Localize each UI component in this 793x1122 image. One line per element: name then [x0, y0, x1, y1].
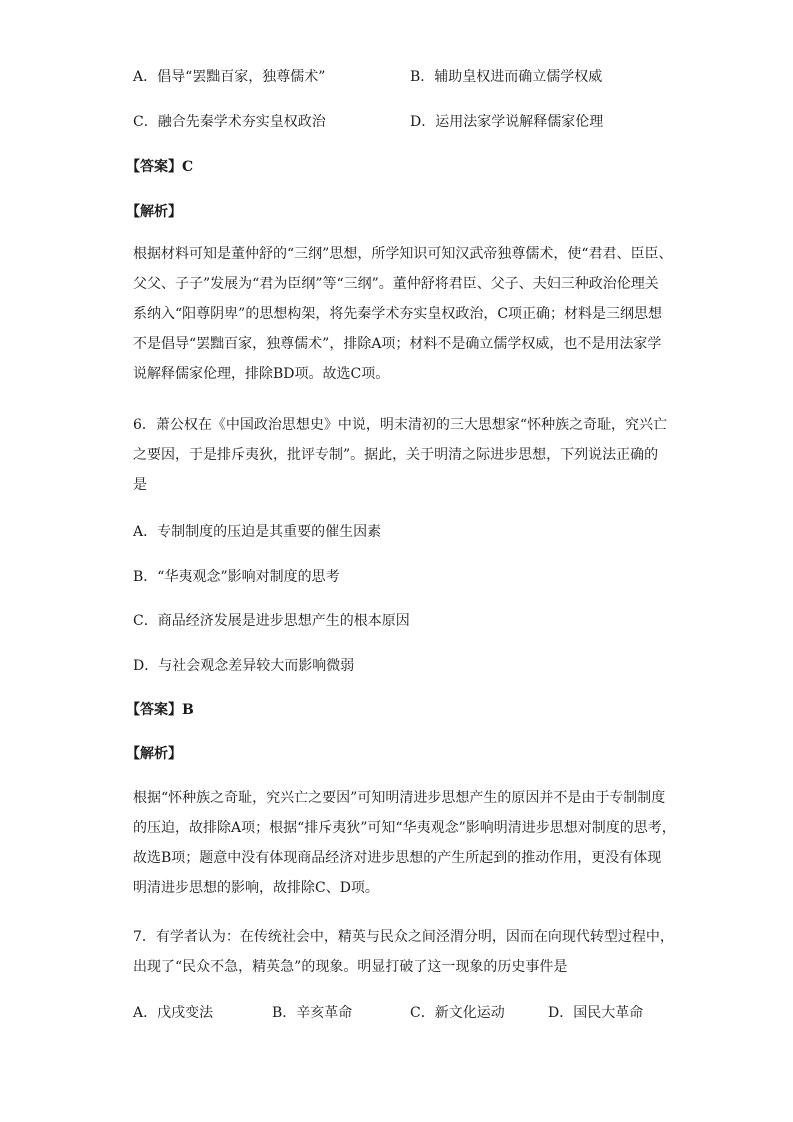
q5-option-d[interactable]: D．运用法家学说解释儒家伦理	[410, 114, 604, 130]
q5-answer: 【答案】C	[126, 159, 194, 175]
q6-analysis-line: 故选B项；题意中没有体现商品经济对进步思想的产生所起到的推动作用，更没有体现	[133, 850, 662, 866]
q6-analysis-title: 【解析】	[126, 746, 182, 762]
q7-stem	[133, 922, 674, 982]
q7-option-b[interactable]: B．辛亥革命	[272, 1005, 353, 1021]
q6-analysis-body	[133, 783, 676, 903]
q6-analysis-line: 根据“怀种族之奇耻，究兴亡之要因”可知明清进步思想产生的原因并不是由于专制制度	[133, 790, 666, 806]
q6-option-d[interactable]: D．与社会观念差异较大而影响微弱	[133, 658, 355, 674]
q7-option-a[interactable]: A．戊戌变法	[133, 1005, 214, 1021]
q5-option-c[interactable]: C．融合先秦学术夯实皇权政治	[133, 114, 326, 130]
q6-option-c[interactable]: C．商品经济发展是进步思想产生的根本原因	[133, 613, 410, 629]
q6-analysis-line: 明清进步思想的影响，故排除C、D项。	[133, 880, 379, 896]
q5-analysis-body	[133, 239, 673, 389]
q5-analysis-line: 说解释儒家伦理，排除BD项。故选C项。	[133, 366, 390, 382]
q5-option-a[interactable]: A．倡导“罢黜百家，独尊儒术”	[133, 69, 326, 85]
q5-analysis-line: 父父、子子”发展为“君为臣纲”等“三纲”。董仲舒将君臣、父子、夫妇三种政治伦理关	[133, 276, 659, 292]
q6-answer: 【答案】B	[126, 702, 194, 718]
q5-option-b[interactable]: B．辅助皇权进而确立儒学权威	[410, 69, 603, 85]
q6-stem-line: 6．萧公权在《中国政治思想史》中说，明末清初的三大思想家“怀种族之奇耻，究兴亡	[133, 417, 668, 433]
q5-analysis-line: 不是倡导“罢黜百家，独尊儒术”，排除A项；材料不是确立儒学权威，也不是用法家学	[133, 336, 662, 352]
q6-analysis-line: 的压迫，故排除A项；根据“排斥夷狄”可知“华夷观念”影响明清进步思想对制度的思考，	[133, 820, 676, 836]
q5-analysis-line: 系纳入“阳尊阴卑”的思想构架，将先秦学术夯实皇权政治，C项正确；材料是三纲思想	[133, 306, 663, 322]
q7-option-d[interactable]: D．国民大革命	[548, 1005, 644, 1021]
q7-stem-line: 出现了“民众不急，精英急”的现象。明显打破了这一现象的历史事件是	[133, 959, 568, 975]
q5-analysis-line: 根据材料可知是董仲舒的“三纲”思想，所学知识可知汉武帝独尊儒术，使“君君、臣臣、	[133, 246, 673, 262]
q6-stem-line: 是	[133, 477, 147, 493]
q6-option-a[interactable]: A．专制制度的压迫是其重要的催生因素	[133, 524, 382, 540]
q6-option-b[interactable]: B．“华夷观念”影响对制度的思考	[133, 569, 340, 585]
q5-analysis-title: 【解析】	[126, 204, 182, 220]
q7-stem-line: 7．有学者认为：在传统社会中，精英与民众之间泾渭分明，因而在向现代转型过程中，	[133, 929, 674, 945]
q6-stem	[133, 410, 668, 500]
q7-option-c[interactable]: C．新文化运动	[410, 1005, 505, 1021]
q6-stem-line: 之要因，于是排斥夷狄，批评专制”。据此，关于明清之际进步思想，下列说法正确的	[133, 447, 659, 463]
